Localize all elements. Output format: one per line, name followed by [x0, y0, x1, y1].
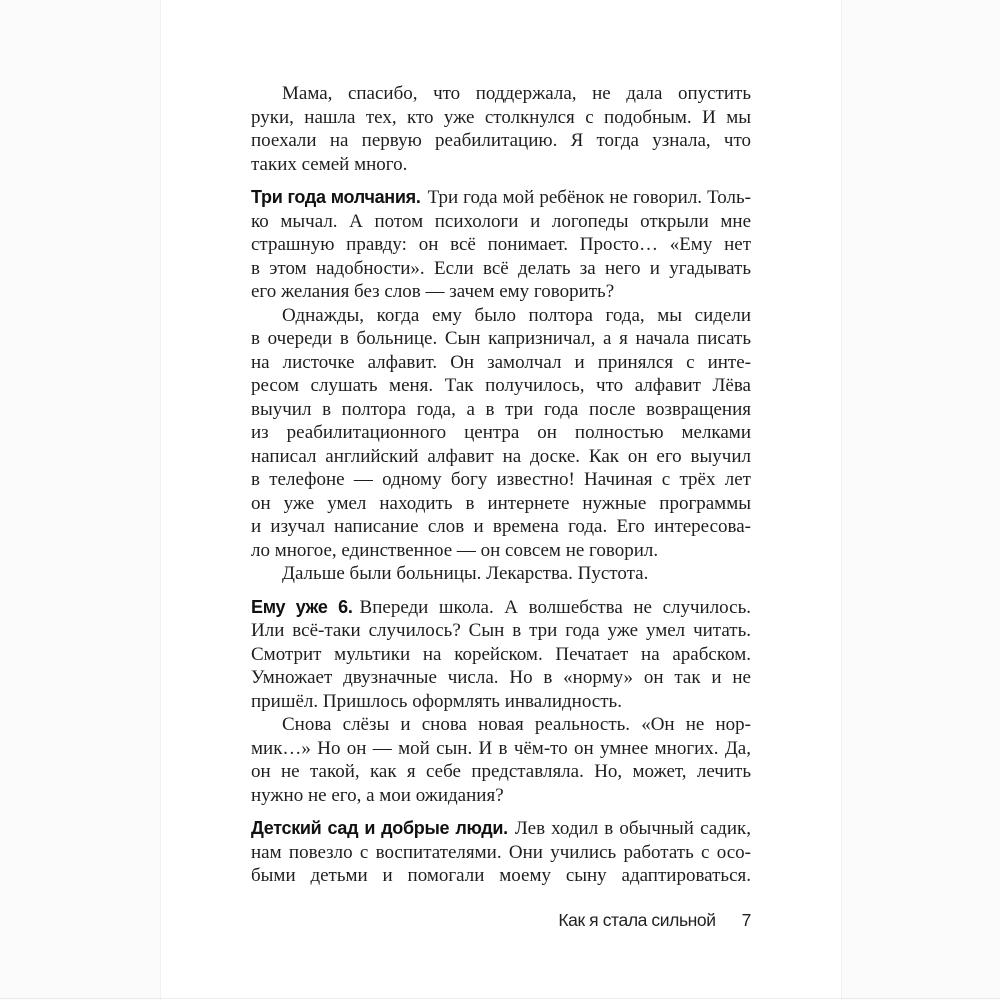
body-line-text: Три года мой ребёнок не говорил. Толь-	[427, 187, 751, 208]
body-line: Или всё-таки случилось? Сын в три года уже умел читать.	[251, 620, 751, 641]
body-line: написал английский алфавит на доске. Как он его выучил	[251, 445, 751, 467]
body-line: таких семей много.	[251, 153, 408, 175]
body-line: на листочке алфавит. Он замолчал и принялся с инте-	[251, 351, 751, 373]
body-line: он не такой, как я себе представляла. Но, может, лечить	[251, 761, 751, 782]
body-line: поехали на первую реабилитацию. Я тогда узнала, что	[251, 130, 751, 151]
body-line: в очереди в больнице. Сын капризничал, а я начала писать	[251, 328, 751, 349]
page-right-margin-edge	[841, 0, 1000, 1000]
body-line: из реабилитационного центра он полностью мелками	[251, 422, 751, 443]
body-line: Мама, спасибо, что поддержала, не дала опустить	[282, 83, 751, 104]
body-line: руки, нашла тех, кто уже столкнулся с подобным. И мы	[251, 106, 751, 128]
body-line: Дальше были больницы. Лекарства. Пустота.	[282, 563, 649, 584]
section-three-years-of-silence	[251, 186, 751, 304]
body-line-text: Впереди школа. А волшебства не случилось.	[359, 596, 751, 618]
body-line: мик…» Но он — мой сын. И в чём-то он умнее многих. Да,	[251, 737, 751, 759]
footer-title: Как я стала сильной	[558, 910, 716, 930]
body-line: Однажды, когда ему было полтора года, мы сидели	[282, 304, 751, 326]
section-heading: Три года молчания.	[251, 187, 421, 207]
body-line: он уже умел находить в интернете нужные программы	[251, 492, 751, 514]
body-line: нам повезло с воспитателями. Они учились работать с осо-	[251, 841, 751, 863]
running-footer	[251, 910, 751, 930]
body-line: и изучал написание слов и времена года. Его интересова-	[251, 516, 751, 537]
body-line	[251, 596, 751, 620]
paragraph-intro	[251, 82, 751, 176]
paragraph-hospitals	[251, 562, 751, 586]
body-line: его желания без слов — зачем ему говорить?	[251, 281, 615, 302]
section-heading: Ему уже 6.	[251, 596, 353, 617]
page-bottom-edge	[0, 998, 1000, 999]
body-line: в этом надобности». Если всё делать за него и угадывать	[251, 257, 751, 279]
body-line: быми детьми и помогали моему сыну адаптироваться.	[251, 865, 751, 886]
body-line: Снова слёзы и снова новая реальность. «Он не нор-	[282, 714, 751, 735]
body-line: ло многое, единственное — он совсем не говорил.	[251, 539, 659, 561]
body-line: в телефоне — одному богу известно! Начиная с трёх лет	[251, 469, 751, 490]
body-line: пришёл. Пришлось оформлять инвалидность.	[251, 690, 622, 712]
body-line	[251, 186, 751, 210]
section-he-is-already-6	[251, 596, 751, 714]
body-line	[251, 817, 751, 841]
paragraph-hospital-queue	[251, 304, 751, 563]
body-line: ресом слушать меня. Так получилось, что алфавит Лёва	[251, 375, 751, 396]
body-line: ко мычал. А потом психологи и логопеды открыли мне	[251, 210, 751, 232]
body-line: нужно не его, а мои ожидания?	[251, 784, 504, 806]
body-line-text: Лев ходил в обычный садик,	[514, 818, 751, 839]
text-column	[251, 82, 751, 888]
section-heading: Детский сад и добрые люди.	[251, 818, 508, 838]
page-number: 7	[741, 910, 751, 930]
body-line: Умножает двузначные числа. Но в «норму» он так и не	[251, 667, 751, 688]
section-kindergarten	[251, 817, 751, 888]
body-line: выучил в полтора года, а в три года после возвращения	[251, 398, 751, 420]
body-line: страшную правду: он всё понимает. Просто… «Ему нет	[251, 234, 751, 255]
body-line: Смотрит мультики на корейском. Печатает на арабском.	[251, 643, 751, 665]
page-left-margin-edge	[0, 0, 161, 1000]
paragraph-new-reality	[251, 713, 751, 807]
